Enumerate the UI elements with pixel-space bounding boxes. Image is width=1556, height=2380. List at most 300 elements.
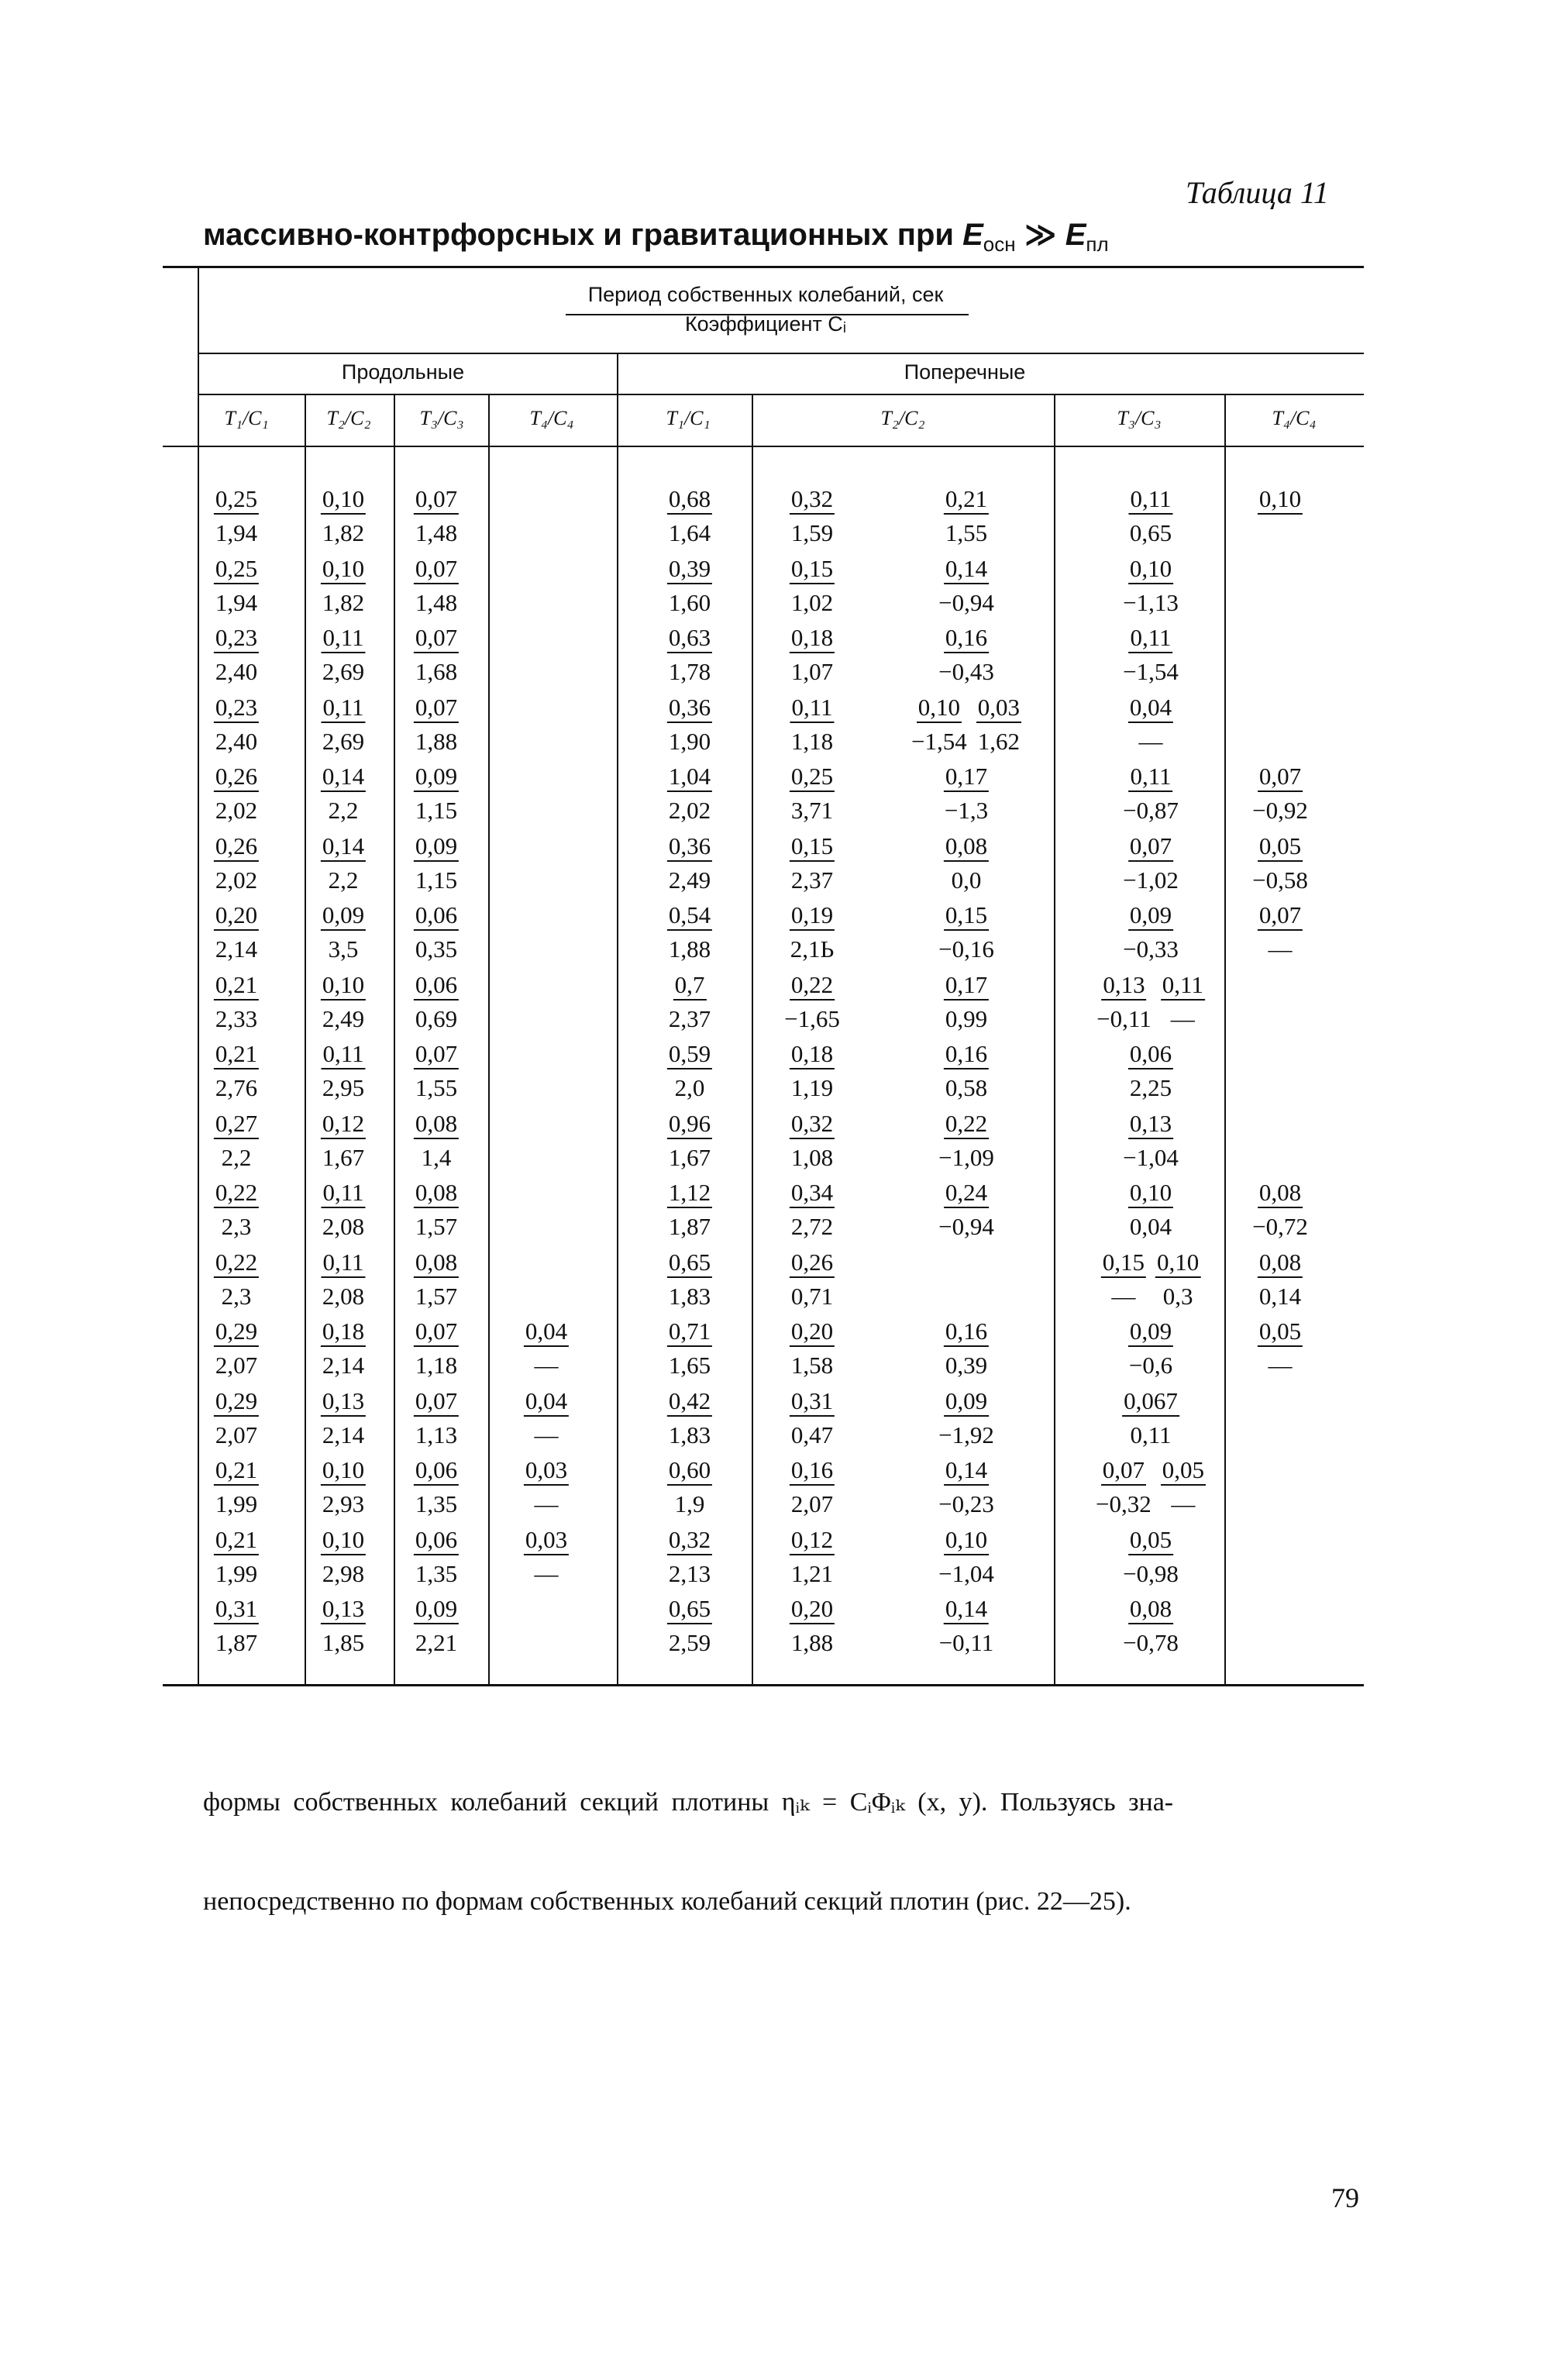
fraction — [1258, 487, 1303, 545]
fraction-denominator: 1,02 — [790, 588, 834, 616]
fraction-numerator: 0,25 — [790, 764, 835, 792]
fraction — [1258, 903, 1303, 961]
fraction — [1101, 1250, 1146, 1308]
table-cell — [209, 1458, 263, 1516]
fraction-numerator: 0,06 — [414, 1528, 459, 1555]
table-cell — [785, 625, 839, 684]
fraction-numerator: 0,11 — [321, 1180, 365, 1208]
fraction — [214, 764, 259, 822]
fraction-denominator: 1,62 — [977, 727, 1020, 755]
fraction-numerator: 0,14 — [321, 764, 366, 792]
fraction — [1258, 1250, 1303, 1308]
table-cell — [1118, 764, 1183, 822]
fraction — [414, 1319, 459, 1377]
fraction — [414, 1111, 459, 1169]
fraction — [214, 1596, 259, 1655]
fraction-numerator: 0,21 — [214, 1042, 259, 1069]
fraction-numerator: 0,06 — [414, 973, 459, 1001]
table-cell — [316, 1525, 370, 1587]
fraction-numerator: 0,07 — [1258, 903, 1303, 931]
table-cell — [519, 1458, 573, 1516]
table-cell — [209, 903, 263, 961]
fraction — [938, 625, 994, 684]
table-cell — [934, 1458, 999, 1516]
fraction-denominator: −0,58 — [1252, 866, 1308, 894]
table-cell — [409, 1596, 463, 1655]
fraction-numerator: 0,09 — [321, 903, 366, 931]
fraction-denominator: 0,35 — [415, 935, 458, 963]
fraction-numerator: 0,36 — [667, 695, 712, 723]
table-cell — [316, 903, 370, 961]
table-cell — [934, 903, 999, 961]
fraction — [414, 625, 459, 684]
fraction — [321, 1319, 366, 1377]
fraction-denominator: — — [534, 1352, 559, 1379]
table-cell — [939, 1319, 993, 1377]
table-cell — [316, 1250, 370, 1308]
fraction — [214, 834, 259, 892]
table-cell — [209, 1042, 263, 1100]
fraction-numerator: 0,09 — [414, 1596, 459, 1624]
fraction-numerator: 0,07 — [414, 1389, 459, 1417]
table-cell — [1124, 487, 1177, 545]
fraction-numerator: 0,07 — [414, 1319, 459, 1347]
table-cell — [519, 1386, 573, 1448]
fraction-numerator: 0,23 — [214, 695, 259, 723]
fraction — [1161, 970, 1205, 1032]
fraction-numerator: 0,11 — [321, 625, 365, 653]
fraction-denominator: 0,71 — [790, 1282, 834, 1310]
column-separator — [305, 395, 306, 1684]
fraction-numerator: 0,18 — [790, 625, 835, 653]
fraction-numerator: 0,08 — [414, 1111, 459, 1139]
fraction-numerator: 0,16 — [944, 1042, 989, 1069]
table-cell — [1118, 834, 1183, 892]
fraction-denominator: 2,02 — [215, 866, 258, 894]
fraction — [944, 834, 989, 892]
fraction-denominator: 2,13 — [668, 1559, 711, 1587]
fraction-denominator: 1,18 — [790, 727, 834, 755]
fraction-denominator: 1,60 — [668, 588, 711, 616]
fraction-numerator: 0,08 — [414, 1250, 459, 1278]
fraction-denominator: −0,6 — [1128, 1352, 1173, 1379]
table-cell — [209, 1596, 263, 1655]
fraction-numerator: 0,20 — [790, 1596, 835, 1624]
fraction-numerator: 0,08 — [1128, 1596, 1173, 1624]
fraction-denominator: 2,08 — [322, 1282, 365, 1310]
fraction-denominator: 1,07 — [790, 658, 834, 685]
column-header: T₃/C₃ — [419, 407, 464, 429]
fraction-denominator: 1,94 — [215, 519, 258, 546]
fraction-numerator: 0,10 — [321, 1458, 366, 1486]
fraction-numerator: 0,22 — [944, 1111, 989, 1139]
table-cell — [1118, 1525, 1183, 1587]
column-separator — [752, 395, 753, 1684]
fraction-denominator: 1,48 — [415, 588, 458, 616]
fraction-numerator: 0,31 — [214, 1596, 259, 1624]
table-cell — [316, 1042, 370, 1100]
table-cell — [316, 764, 370, 822]
column-separator — [488, 395, 490, 1684]
fraction-numerator: 0,32 — [667, 1528, 712, 1555]
fraction — [214, 1319, 259, 1377]
fraction-numerator: 0,10 — [321, 973, 366, 1001]
table-cell — [409, 1250, 463, 1308]
fraction-denominator: −0,98 — [1123, 1559, 1179, 1587]
fraction-numerator: 0,18 — [790, 1042, 835, 1069]
fraction-denominator: 2,3 — [221, 1213, 252, 1240]
fraction-numerator: 0,08 — [944, 834, 989, 862]
fraction-denominator: 1,82 — [322, 519, 365, 546]
fraction — [938, 1180, 994, 1238]
column-header: T₃/C₃ — [1117, 407, 1162, 429]
fraction-denominator: 1,57 — [415, 1282, 458, 1310]
fraction-denominator: 1,19 — [790, 1074, 834, 1101]
fraction-numerator: 0,07 — [1258, 764, 1303, 792]
fraction-numerator: 0,71 — [667, 1319, 712, 1347]
table-cell — [209, 556, 263, 615]
fraction-numerator: 0,13 — [1128, 1111, 1173, 1139]
fraction-numerator: 0,65 — [667, 1596, 712, 1624]
fraction-denominator: −1,13 — [1123, 588, 1179, 616]
fraction-numerator: 0,11 — [321, 695, 365, 723]
fraction-numerator: 0,21 — [944, 487, 989, 515]
fraction-numerator: 0,10 — [1155, 1250, 1200, 1278]
fraction — [414, 487, 459, 545]
column-separator — [1224, 395, 1226, 1684]
fraction — [321, 1250, 365, 1308]
fraction-denominator: 2,72 — [790, 1213, 834, 1240]
table-cell — [209, 487, 263, 545]
fraction — [939, 1596, 994, 1655]
fraction-denominator: 1,15 — [415, 797, 458, 824]
fraction-numerator: 0,11 — [1161, 973, 1205, 1001]
fraction-numerator: 0,39 — [667, 556, 712, 584]
table-cell — [939, 834, 993, 892]
fraction-denominator: 2,69 — [322, 727, 365, 755]
fraction-denominator: 0,3 — [1162, 1282, 1193, 1310]
table-cell — [934, 1111, 999, 1169]
fraction — [1123, 1596, 1179, 1655]
fraction — [790, 556, 835, 615]
fraction-denominator: 2,07 — [790, 1490, 834, 1517]
fraction-numerator: 0,04 — [524, 1389, 569, 1417]
fraction-denominator: — — [534, 1421, 559, 1448]
fraction-numerator: 0,10 — [917, 695, 962, 723]
fraction — [214, 1042, 259, 1100]
fraction — [944, 1319, 989, 1377]
fraction-numerator: 0,42 — [667, 1389, 712, 1417]
table-cell — [409, 764, 463, 822]
table-heading — [203, 217, 1109, 257]
table-cell — [316, 695, 370, 753]
fraction — [790, 1250, 835, 1308]
fraction-denominator: −1,04 — [938, 1559, 994, 1587]
fraction — [524, 1386, 569, 1448]
table-cell — [316, 1180, 370, 1238]
fraction-numerator: 0,22 — [790, 973, 835, 1001]
fraction-numerator: 0,10 — [1128, 556, 1173, 584]
fraction-numerator: 0,59 — [667, 1042, 712, 1069]
table-cell — [1124, 1180, 1178, 1238]
fraction-numerator: 0,09 — [1128, 1319, 1173, 1347]
fraction-numerator: 0,60 — [667, 1458, 712, 1486]
fraction-numerator: 0,11 — [1128, 764, 1172, 792]
fraction-denominator: 2,07 — [215, 1352, 258, 1379]
column-header: T₁/C₁ — [224, 407, 269, 429]
fraction — [938, 903, 994, 961]
table-cell — [409, 1458, 463, 1516]
table-cell — [785, 834, 839, 892]
table-cell — [316, 1111, 370, 1169]
column-header: T₄/C₄ — [1272, 407, 1317, 429]
fraction-numerator: 0,17 — [944, 973, 989, 1001]
fraction — [667, 903, 712, 961]
table-cell — [409, 556, 463, 615]
body-paragraph-1: формы собственных колебаний секций плотины ηᵢₖ = CᵢΦᵢₖ (x, y). Пользуясь зна- — [203, 1788, 1174, 1817]
table-cell — [785, 1250, 839, 1308]
fraction-denominator: 1,55 — [945, 519, 988, 546]
table-cell — [785, 903, 839, 961]
fraction-numerator: 0,05 — [1258, 834, 1303, 862]
fraction — [1155, 1250, 1200, 1308]
body-paragraph-2: непосредственно по формам собственных колебаний секций плотин (рис. 22—25). — [203, 1887, 1131, 1916]
fraction — [321, 1386, 366, 1448]
table-cell — [785, 1111, 839, 1169]
fraction-denominator: −0,72 — [1252, 1213, 1308, 1240]
fraction — [414, 1250, 459, 1308]
fraction — [976, 695, 1021, 753]
table-cell — [316, 625, 370, 684]
fraction-denominator: 1,65 — [668, 1352, 711, 1379]
table-cell — [1118, 903, 1183, 961]
table-cell — [316, 1458, 370, 1516]
fraction — [668, 970, 711, 1032]
fraction-numerator: 0,07 — [1101, 1458, 1146, 1486]
fraction — [667, 487, 712, 545]
table-cell — [409, 1386, 463, 1448]
fraction — [414, 970, 459, 1032]
fraction — [1122, 1386, 1179, 1448]
fraction-numerator: 0,067 — [1122, 1389, 1179, 1417]
table-cell — [663, 1180, 717, 1238]
table-cell — [663, 834, 717, 892]
fraction-denominator: 2,59 — [668, 1629, 711, 1656]
fraction — [790, 1042, 835, 1100]
column-header: T₄/C₄ — [529, 407, 574, 429]
table-cell — [785, 487, 839, 545]
table-cell — [939, 764, 993, 822]
fraction-numerator: 0,32 — [790, 487, 835, 515]
fraction-denominator: 2,93 — [322, 1490, 365, 1517]
fraction — [321, 1458, 366, 1516]
fraction-denominator: −0,92 — [1252, 797, 1308, 824]
fraction-denominator: 2,2 — [328, 797, 359, 824]
fraction-denominator: 1,35 — [415, 1490, 458, 1517]
table-cell — [785, 1319, 839, 1377]
body-rule — [163, 446, 1364, 447]
fraction — [321, 1042, 365, 1100]
fraction — [790, 1319, 835, 1377]
fraction — [1252, 764, 1308, 822]
fraction-numerator: 0,06 — [1128, 1042, 1173, 1069]
fraction-denominator: 2,37 — [790, 866, 834, 894]
table-cell — [663, 1525, 717, 1587]
fraction-numerator: 0,15 — [790, 556, 835, 584]
fraction — [1096, 970, 1152, 1032]
fraction — [667, 556, 712, 615]
fraction-numerator: 1,12 — [667, 1180, 712, 1208]
fraction-numerator: 0,07 — [414, 625, 459, 653]
column-separator — [617, 395, 618, 1684]
fraction-numerator: 0,22 — [214, 1180, 259, 1208]
fraction — [321, 487, 366, 545]
fraction — [938, 1525, 994, 1587]
fraction — [524, 1319, 569, 1377]
fraction — [321, 970, 366, 1032]
fraction-denominator: 2,2 — [221, 1143, 252, 1171]
fraction-denominator: 0,99 — [945, 1004, 988, 1032]
colhdr-rule — [198, 394, 1364, 395]
fraction — [790, 487, 835, 545]
table-cell — [519, 1319, 573, 1377]
page-number: 79 — [1331, 2182, 1359, 2213]
fraction-denominator: −1,09 — [938, 1143, 994, 1171]
fraction — [667, 764, 712, 822]
fraction — [790, 1386, 835, 1448]
table-cell — [316, 834, 370, 892]
fraction-numerator: 0,15 — [944, 903, 989, 931]
table-cell — [785, 1458, 839, 1516]
fraction-numerator: 0,16 — [790, 1458, 835, 1486]
table-cell — [409, 903, 463, 961]
table-cell — [1124, 695, 1178, 753]
fraction-numerator: 0,14 — [944, 556, 989, 584]
fraction-denominator: 1,18 — [415, 1352, 458, 1379]
fraction-numerator: 0,11 — [321, 1042, 365, 1069]
fraction — [1123, 556, 1179, 615]
fraction-denominator: 0,47 — [790, 1421, 834, 1448]
fraction-denominator: 1,4 — [421, 1143, 452, 1171]
fraction-numerator: 0,12 — [321, 1111, 366, 1139]
fraction — [1123, 903, 1179, 961]
fraction-numerator: 0,21 — [214, 1458, 259, 1486]
table-left-rule — [198, 266, 199, 1684]
fraction-denominator: 1,64 — [668, 519, 711, 546]
fraction-denominator: 2,40 — [215, 727, 258, 755]
table-cell — [209, 764, 263, 822]
fraction-numerator: 0,09 — [414, 764, 459, 792]
fraction — [790, 1111, 835, 1169]
fraction — [790, 1458, 835, 1516]
table-cell — [409, 1111, 463, 1169]
fraction-numerator: 0,25 — [214, 487, 259, 515]
fraction — [214, 1386, 259, 1448]
fraction — [321, 1180, 365, 1238]
fraction — [667, 834, 712, 892]
fraction-denominator: 1,90 — [668, 727, 711, 755]
fraction — [790, 903, 835, 961]
fraction — [1128, 487, 1172, 545]
fraction-numerator: 0,12 — [790, 1528, 835, 1555]
fraction-numerator: 0,32 — [790, 1111, 835, 1139]
fraction-denominator: 2,76 — [215, 1074, 258, 1101]
fraction — [414, 1042, 459, 1100]
table-cell — [1117, 1386, 1184, 1448]
fraction-denominator: −0,87 — [1123, 797, 1179, 824]
fraction-numerator: 0,16 — [944, 1319, 989, 1347]
fraction-numerator: 0,15 — [790, 834, 835, 862]
fraction — [667, 1525, 712, 1587]
fraction-numerator: 0,07 — [414, 556, 459, 584]
fraction — [214, 1250, 259, 1308]
fraction-denominator: 1,67 — [668, 1143, 711, 1171]
table-bottom-rule — [163, 1684, 1364, 1686]
fraction-numerator: 0,04 — [524, 1319, 569, 1347]
fraction-numerator: 0,23 — [214, 625, 259, 653]
fraction — [321, 695, 365, 753]
fraction-denominator: — — [1171, 1490, 1196, 1517]
fraction — [321, 834, 366, 892]
fraction-denominator: 0,0 — [951, 866, 982, 894]
fraction-denominator: 1,15 — [415, 866, 458, 894]
fraction-numerator: 0,07 — [1128, 834, 1173, 862]
fraction — [214, 1525, 259, 1587]
table-cell — [209, 1525, 263, 1587]
table-cell — [316, 556, 370, 615]
fraction — [790, 1596, 835, 1655]
table-cell — [409, 1525, 463, 1587]
fraction-numerator: 0,26 — [214, 834, 259, 862]
fraction-denominator: 1,21 — [790, 1559, 834, 1587]
fraction-denominator — [1258, 521, 1303, 545]
table-cell — [409, 625, 463, 684]
fraction — [1252, 1180, 1308, 1238]
table-cell — [663, 764, 717, 822]
heading-text: массивно-контрфорсных и гравитационных при — [203, 218, 963, 252]
fraction-denominator: 0,58 — [945, 1074, 988, 1101]
table-cell — [409, 834, 463, 892]
table-cell — [409, 487, 463, 545]
fraction-numerator: 0,10 — [321, 556, 366, 584]
heading-relation: ≫ — [1015, 218, 1065, 252]
table-cell — [316, 1596, 370, 1655]
fraction-numerator: 0,18 — [321, 1319, 366, 1347]
fraction-denominator: 2,07 — [215, 1421, 258, 1448]
fraction — [938, 556, 994, 615]
fraction — [790, 1180, 835, 1238]
fraction — [414, 1525, 459, 1587]
heading-e1-sub: осн — [983, 232, 1016, 256]
fraction-numerator: 0,16 — [944, 625, 989, 653]
fraction-denominator: 2,02 — [668, 797, 711, 824]
fraction-denominator: 2,25 — [1129, 1074, 1172, 1101]
fraction-denominator: −0,32 — [1096, 1490, 1152, 1517]
heading-e2: E — [1065, 218, 1086, 252]
fraction-numerator: 0,11 — [1128, 487, 1172, 515]
fraction — [1123, 1525, 1179, 1587]
table-cell — [1096, 1250, 1206, 1308]
table-cell — [934, 625, 999, 684]
fraction-denominator: — — [1138, 727, 1163, 755]
longitudinal-header: Продольные — [341, 360, 465, 384]
fraction-numerator: 0,10 — [321, 1528, 366, 1555]
fraction-numerator: 0,36 — [667, 834, 712, 862]
table-cell — [316, 1386, 370, 1448]
fraction — [1123, 1111, 1179, 1169]
fraction-denominator: 0,11 — [1130, 1421, 1172, 1448]
table-cell — [785, 1525, 839, 1587]
